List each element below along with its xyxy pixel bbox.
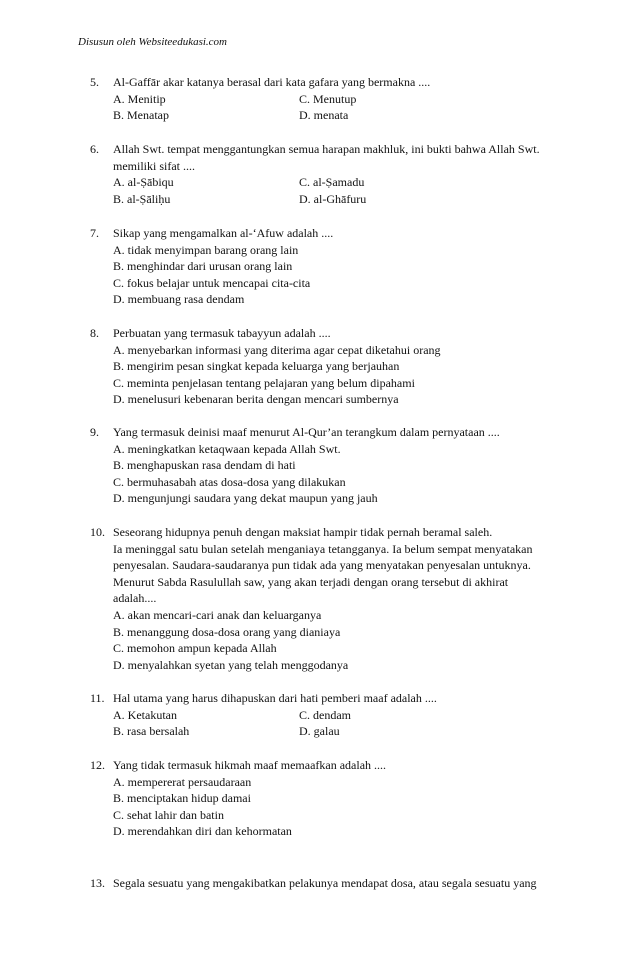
question-number: 6. bbox=[90, 142, 99, 156]
question-number: 7. bbox=[90, 226, 99, 240]
question-8 bbox=[90, 325, 441, 408]
option-c: C. dendam bbox=[299, 707, 351, 722]
option-b: B. al-Ṣāliḥu bbox=[113, 191, 171, 206]
question-stem: memiliki sifat .... bbox=[113, 158, 195, 173]
question-stem: Seseorang hidupnya penuh dengan maksiat hampir tidak pernah beramal saleh. bbox=[113, 525, 493, 539]
question-13 bbox=[90, 875, 537, 892]
question-stem: Al-Gaffār akar katanya berasal dari kata gafara yang bermakna .... bbox=[113, 75, 431, 89]
question-stem: penyesalan. Saudara-saudaranya pun tidak ada yang menyatakan penyesalan untuknya. bbox=[113, 558, 531, 573]
option-c: C. al-Ṣamadu bbox=[299, 175, 365, 190]
option-b: B. menciptakan hidup damai bbox=[113, 791, 251, 806]
option-a: A. menyebarkan informasi yang diterima agar cepat diketahui orang bbox=[113, 342, 441, 357]
question-12 bbox=[90, 757, 386, 840]
question-number: 11. bbox=[90, 691, 105, 705]
option-c: C. meminta penjelasan tentang pelajaran yang belum dipahami bbox=[113, 375, 415, 390]
question-stem: Hal utama yang harus dihapuskan dari hati pemberi maaf adalah .... bbox=[113, 691, 437, 705]
option-a: A. al-Ṣābiqu bbox=[113, 175, 174, 190]
option-b: B. menghapuskan rasa dendam di hati bbox=[113, 458, 296, 473]
option-c: C. sehat lahir dan batin bbox=[113, 807, 224, 822]
option-a: A. Menitip bbox=[113, 91, 166, 106]
question-number: 9. bbox=[90, 425, 99, 439]
option-b: B. menanggung dosa-dosa orang yang dianiaya bbox=[113, 624, 341, 639]
option-c: C. Menutup bbox=[299, 91, 357, 106]
question-number: 5. bbox=[90, 75, 99, 89]
option-d: D. al-Ghāfuru bbox=[299, 191, 367, 206]
option-d: D. mengunjungi saudara yang dekat maupun yang jauh bbox=[113, 491, 378, 506]
option-a: A. akan mencari-cari anak dan keluarganya bbox=[113, 607, 322, 622]
question-number: 10. bbox=[90, 525, 105, 539]
question-9 bbox=[90, 424, 500, 507]
question-stem: Perbuatan yang termasuk tabayyun adalah .... bbox=[113, 326, 331, 340]
option-d: D. merendahkan diri dan kehormatan bbox=[113, 824, 292, 839]
question-number: 12. bbox=[90, 758, 105, 772]
option-d: D. membuang rasa dendam bbox=[113, 292, 245, 307]
option-d: D. menelusuri kebenaran berita dengan mencari sumbernya bbox=[113, 392, 399, 407]
option-b: B. Menatap bbox=[113, 108, 169, 123]
option-a: A. Ketakutan bbox=[113, 707, 177, 722]
option-b: B. mengirim pesan singkat kepada keluarga yang berjauhan bbox=[113, 359, 400, 374]
question-stem: Yang termasuk deinisi maaf menurut Al-Qur’an terangkum dalam pernyataan .... bbox=[113, 425, 500, 439]
question-6 bbox=[90, 141, 540, 207]
question-stem: adalah.... bbox=[113, 591, 157, 606]
option-d: D. galau bbox=[299, 724, 340, 739]
question-stem: Menurut Sabda Rasulullah saw, yang akan terjadi dengan orang tersebut di akhirat bbox=[113, 574, 509, 589]
question-number: 13. bbox=[90, 876, 105, 890]
option-a: A. meningkatkan ketaqwaan kepada Allah Swt. bbox=[113, 441, 341, 456]
question-stem: Yang tidak termasuk hikmah maaf memaafkan adalah .... bbox=[113, 758, 387, 772]
option-a: A. mempererat persaudaraan bbox=[113, 774, 252, 789]
option-d: D. menata bbox=[299, 108, 349, 123]
question-5 bbox=[90, 74, 430, 124]
option-c: C. memohon ampun kepada Allah bbox=[113, 641, 277, 656]
option-d: D. menyalahkan syetan yang telah menggodanya bbox=[113, 657, 349, 672]
page-header: Disusun oleh Websiteedukasi.com bbox=[78, 36, 227, 48]
question-stem: Allah Swt. tempat menggantungkan semua harapan makhluk, ini bukti bahwa Allah Swt. bbox=[113, 142, 540, 156]
question-stem: Ia meninggal satu bulan setelah menganiaya tetangganya. Ia belum sempat menyatakan bbox=[113, 541, 533, 556]
question-7 bbox=[90, 225, 333, 308]
question-11 bbox=[90, 690, 437, 740]
option-c: C. bermuhasabah atas dosa-dosa yang dilakukan bbox=[113, 474, 346, 489]
question-10 bbox=[90, 524, 533, 673]
question-number: 8. bbox=[90, 326, 99, 340]
question-stem: Sikap yang mengamalkan al-‘Afuw adalah .... bbox=[113, 226, 334, 240]
option-c: C. fokus belajar untuk mencapai cita-cita bbox=[113, 275, 311, 290]
option-b: B. rasa bersalah bbox=[113, 724, 190, 739]
option-a: A. tidak menyimpan barang orang lain bbox=[113, 242, 299, 257]
option-b: B. menghindar dari urusan orang lain bbox=[113, 259, 293, 274]
question-stem: Segala sesuatu yang mengakibatkan pelakunya mendapat dosa, atau segala sesuatu yang bbox=[113, 876, 537, 890]
